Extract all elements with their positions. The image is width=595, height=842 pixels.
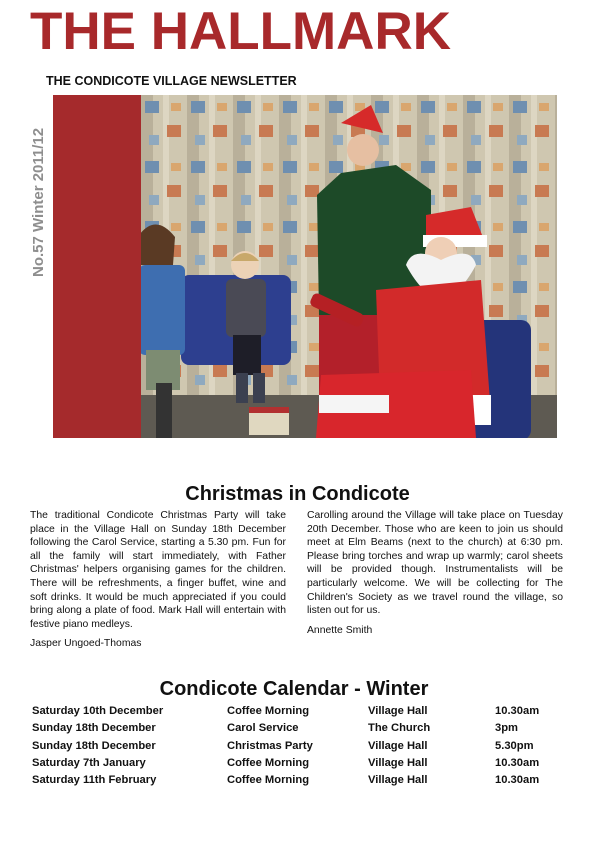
article-author-right: Annette Smith xyxy=(307,624,373,636)
calendar-venue: Village Hall xyxy=(368,774,428,787)
issue-label: No.57 Winter 2011/12 xyxy=(30,127,47,277)
article-author-left: Jasper Ungoed-Thomas xyxy=(30,638,142,650)
newsletter-subtitle: THE CONDICOTE VILLAGE NEWSLETTER xyxy=(46,74,297,88)
calendar-title: Condicote Calendar - Winter xyxy=(159,678,429,700)
calendar-venue: Village Hall xyxy=(368,756,428,769)
calendar-date: Saturday 10th December xyxy=(32,705,164,717)
article-headline: Christmas in Condicote xyxy=(185,483,410,505)
calendar-venue: Village Hall xyxy=(368,705,428,717)
article-body-right: Carolling around the Village will take place on Tuesday 20th December. Those who are keen to join us should meet at Elm Beams (next to the church) at 6:30 pm. Please bring torches and wrap up warmly; carol sheets will be provided though. Instrumentalists will be particularly welcome. We will be collecting for The Children's Society as we travel round the village, so listen out for us. xyxy=(307,510,563,617)
calendar-time: 5.30pm xyxy=(495,739,534,752)
christmas-party-photo xyxy=(141,95,557,438)
calendar-date: Saturday 11th February xyxy=(32,774,157,787)
calendar-event: Christmas Party xyxy=(227,739,313,752)
calendar-date: Sunday 18th December xyxy=(32,722,156,735)
calendar-event: Coffee Morning xyxy=(227,774,310,787)
newsletter-title: THE HALLMARK xyxy=(30,2,451,61)
article-body-left: The traditional Condicote Christmas Party will take place in the Village Hall on Sunday 18th December following the Carol Service, starting a 5.30 pm. Fun for all the family will start immediately, with Father Christmas' helpers organising games for the children. There will be refreshments, a finger buffet, wine and soft drinks. It would be much appreciated if you could bring along a plate of food. Mark Hall will entertain with festive piano medleys. xyxy=(30,510,286,630)
decorative-red-bar xyxy=(53,95,141,438)
calendar-venue: The Church xyxy=(368,722,431,735)
article-column-left xyxy=(30,509,286,651)
calendar-date: Saturday 7th January xyxy=(32,756,146,769)
calendar-event: Carol Service xyxy=(227,722,299,735)
calendar-time: 10.30am xyxy=(495,705,540,717)
calendar-event: Coffee Morning xyxy=(227,705,310,717)
calendar-time: 3pm xyxy=(495,722,519,735)
calendar-time: 10.30am xyxy=(495,756,540,769)
calendar-time: 10.30am xyxy=(495,774,540,787)
calendar-date: Sunday 18th December xyxy=(32,739,156,752)
calendar-event: Coffee Morning xyxy=(227,756,310,769)
article-column-right xyxy=(307,509,563,637)
calendar-venue: Village Hall xyxy=(368,739,428,752)
